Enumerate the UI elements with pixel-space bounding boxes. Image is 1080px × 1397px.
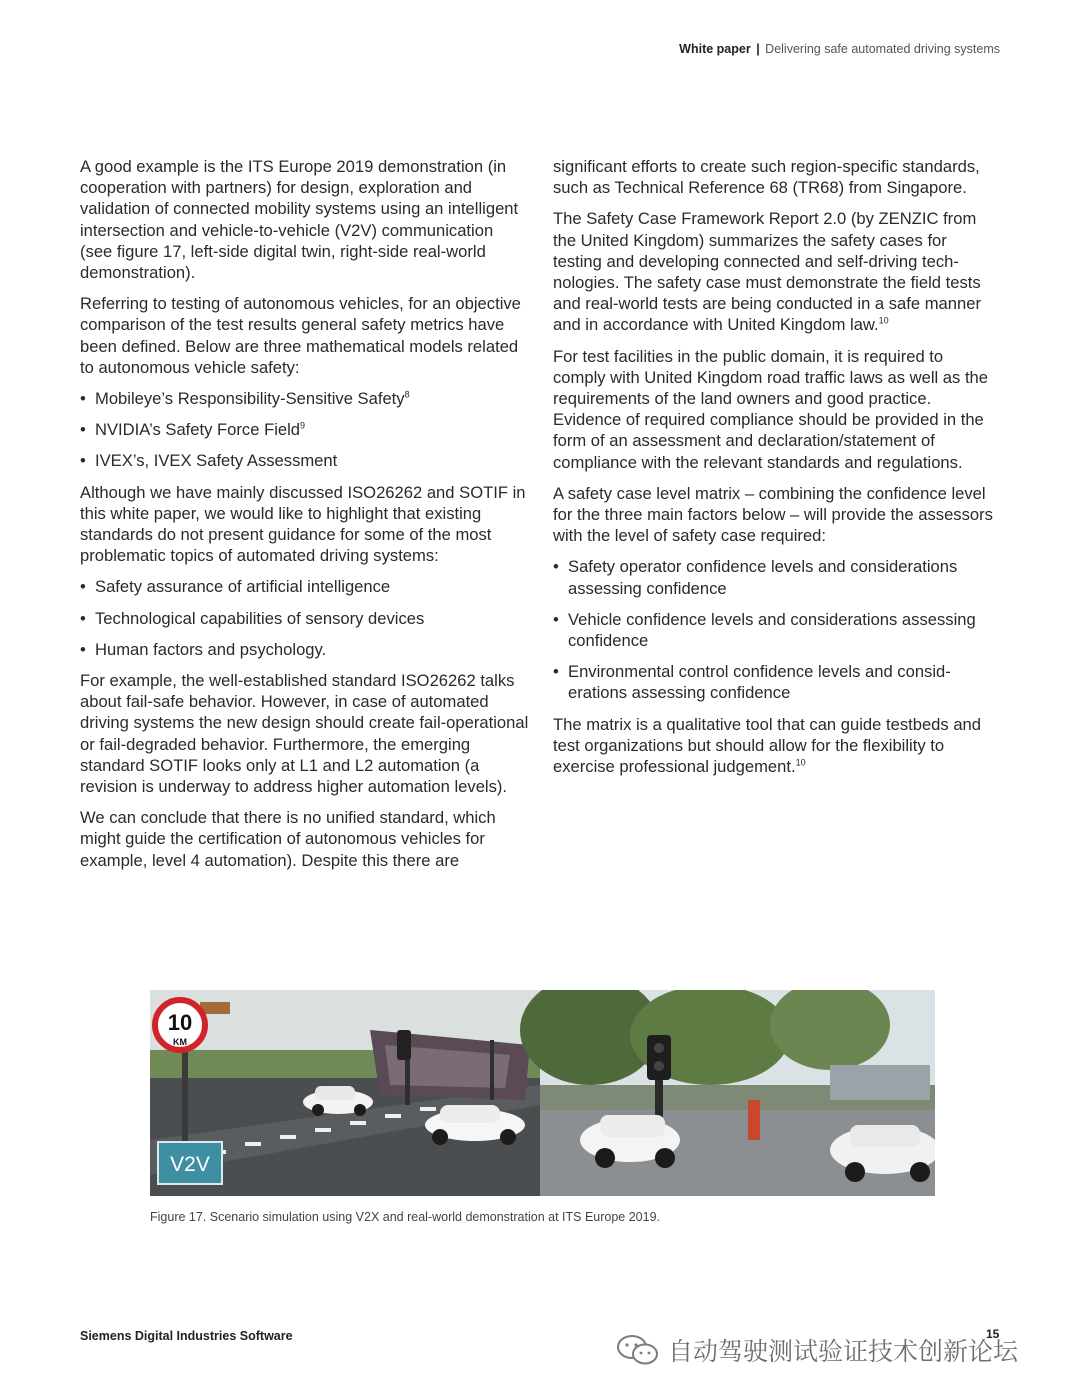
problem-topics-list xyxy=(80,576,530,660)
paragraph: We can conclude that there is no unified standard, which might guide the certification of autonomous vehicles for example, level 4 automation). Despite this there are xyxy=(80,808,496,870)
list-item: • Technological capabilities of sensory devices xyxy=(80,608,530,629)
list-item-text: Mobileye’s Responsibility-Sensitive Safety xyxy=(95,389,405,409)
list-item: • Safety operator confidence levels and considerations assessing confidence xyxy=(553,556,993,598)
list-item: • Vehicle confidence levels and considerations assessing confidence xyxy=(553,609,993,651)
header-separator: | xyxy=(756,42,760,56)
footnote-ref: 10 xyxy=(795,757,806,768)
paragraph xyxy=(553,714,993,778)
paragraph: A safety case level matrix – combining the confidence level for the three main factors below – will provide the assessors with the level of safety case required: xyxy=(553,483,993,546)
footer-company: Siemens Digital Industries Software xyxy=(80,1329,293,1343)
paragraph xyxy=(553,208,993,335)
list-item: • Safety assurance of artificial intelligence xyxy=(80,576,530,597)
footnote-ref: 9 xyxy=(300,420,306,431)
watermark xyxy=(616,1332,1018,1368)
page-header xyxy=(679,42,1000,56)
paragraph-text: The matrix is a qualitative tool that can guide testbeds and test organizations but should allow for the flexibility to exercise professional judgement. xyxy=(553,714,982,777)
confidence-factors-list xyxy=(553,556,993,703)
figure-caption: Figure 17. Scenario simulation using V2X and real-world demonstration at ITS Europe 2019. xyxy=(150,1210,661,1224)
speed-sign-unit: KM xyxy=(173,1037,187,1047)
real-world-panel xyxy=(520,990,935,1196)
wechat-icon xyxy=(616,1333,660,1367)
paragraph: For example, the well-established standard ISO26262 talks about fail-safe behavior. However, in case of automated driving systems the new design should create fail-operational or fail-degraded behavior. Furthermore, the emerging standard SOTIF looks only at L1 and L2 automation (a revision is underway to address higher automation levels). xyxy=(80,671,529,797)
paragraph: A good example is the ITS Europe 2019 demonstration (in cooperation with partners) for design, exploration and validation of connected mobility systems using an intelligent intersection and vehicle-to-vehicle (V2V) communication (see figure 17, left-side digital twin, right-side real-world demonstration). xyxy=(80,157,519,283)
list-item-text: IVEX’s, IVEX Safety Assessment xyxy=(95,451,338,471)
page-number: 15 xyxy=(986,1327,1000,1341)
list-item-text: NVIDIA’s Safety Force Field xyxy=(95,420,301,440)
safety-models-list xyxy=(80,388,530,472)
paragraph: Referring to testing of autonomous vehicles, for an objective comparison of the test results general safety metrics have been defined. Below are three mathematical models related to autonomous vehicle safety: xyxy=(80,294,521,377)
paragraph: Although we have mainly discussed ISO26262 and SOTIF in this white paper, we would like to highlight that existing standards do not present guidance for some of the most problematic topics of automated driving systems: xyxy=(80,482,526,566)
paragraph-text: The Safety Case Framework Report 2.0 (by ZENZIC from the United Kingdom) summarizes the safety cases for testing and developing connected and self-driving technologies. The safety case must demonstrate the field tests and real-world tests are being conducted in a safe manner and in accordance with United Kingdom law. xyxy=(553,209,982,335)
list-item xyxy=(80,419,530,440)
footnote-ref: 8 xyxy=(404,389,410,400)
right-column xyxy=(553,156,993,787)
list-item: • Environmental control confidence levels and considerations assessing confidence xyxy=(553,661,993,703)
digital-twin-panel xyxy=(150,990,540,1196)
header-title: Delivering safe automated driving systems xyxy=(765,42,1000,56)
paragraph: significant efforts to create such region-specific standards, such as Technical Reference 68 (TR68) from Singapore. xyxy=(553,157,980,198)
watermark-text: 自动驾驶测试验证技术创新论坛 xyxy=(668,1337,1019,1366)
paragraph: For test facilities in the public domain, it is required to comply with United Kingdom road traffic laws as well as the requirements of the land owners and good practice. Evidence of required compliance should be provided in the form of an assessment and declaration/statement of compliance with the relevant standards and regulations. xyxy=(553,346,989,472)
speed-sign-number: 10 xyxy=(167,1010,193,1035)
list-item xyxy=(80,450,530,471)
header-doc-type: White paper xyxy=(679,42,751,56)
left-column xyxy=(80,156,530,881)
figure-17-image xyxy=(150,990,935,1196)
v2v-label: V2V xyxy=(170,1153,210,1176)
footnote-ref: 10 xyxy=(878,315,889,326)
list-item: • Human factors and psychology. xyxy=(80,639,530,660)
list-item xyxy=(80,388,530,409)
